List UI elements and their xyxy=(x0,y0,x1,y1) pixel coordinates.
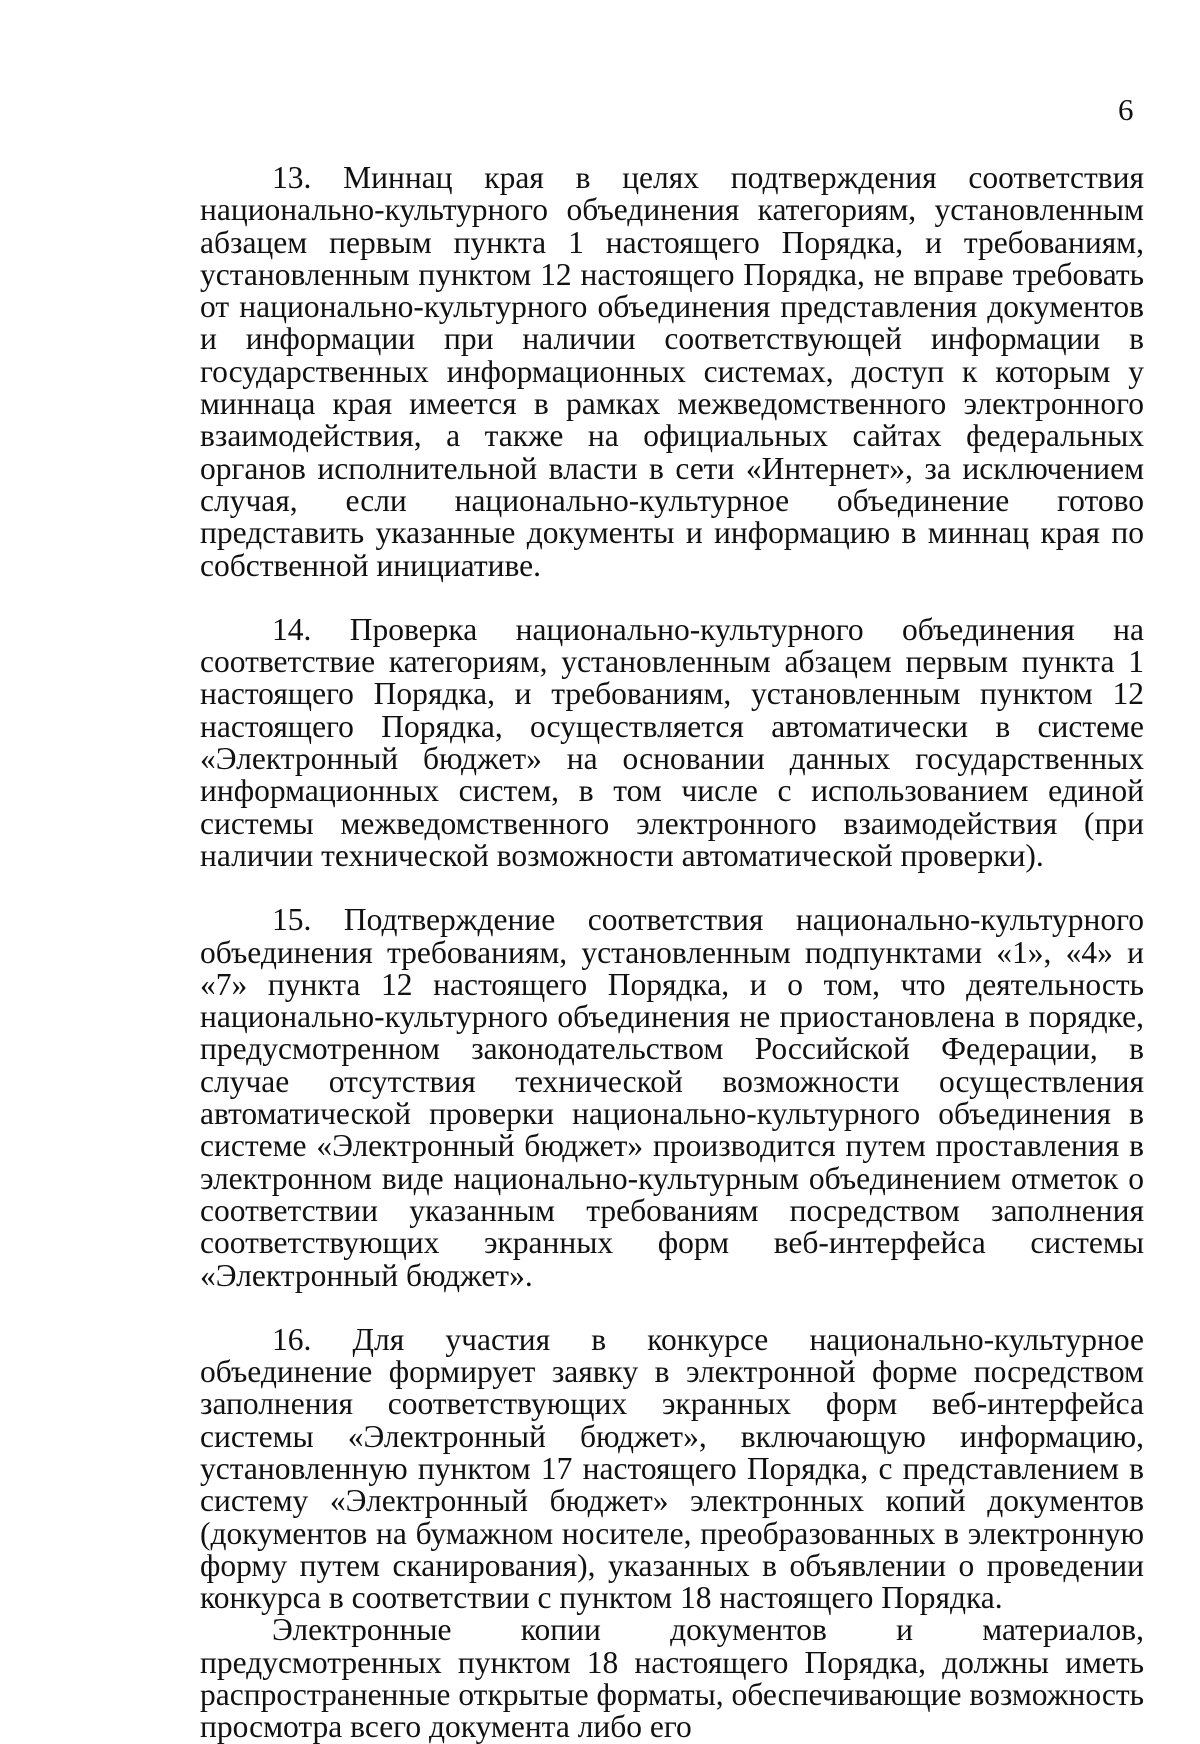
document-body xyxy=(200,162,1144,1744)
paragraph-16-continuation: Электронные копии документов и материалов, предусмотренных пунктом 18 настоящего Порядка, должны иметь распространенные открытые форматы, обеспечивающие возможность просмотра всего документа либо его xyxy=(200,1612,1144,1744)
paragraph-16: 16. Для участия в конкурсе национально-культурное объединение формирует заявку в электронной форме посредством заполнения соответствующих экранных форм веб-интерфейса системы «Электронный бюджет», включающую информацию, установленную пунктом 17 настоящего Порядка, с представлением в систему «Электронный бюджет» электронных копий документов (документов на бумажном носителе, преобразованных в электронную форму путем сканирования), указанных в объявлении о проведении конкурса в соответствии с пунктом 18 настоящего Порядка. xyxy=(200,1321,1144,1616)
page-number: 6 xyxy=(1118,92,1134,127)
paragraph-14: 14. Проверка национально-культурного объединения на соответствие категориям, установленным абзацем первым пункта 1 настоящего Порядка, и требованиям, установленным пунктом 12 настоящего Порядка, осуществляется автоматически в системе «Электронный бюджет» на основании данных государственных информационных систем, в том числе с использованием единой системы межведомственного электронного взаимодействия (при наличии технической возможности автоматической проверки). xyxy=(200,611,1144,873)
paragraph-13: 13. Миннац края в целях подтверждения соответствия национально-культурного объединения категориям, установленным абзацем первым пункта 1 настоящего Порядка, и требованиям, установленным пунктом 12 настоящего Порядка, не вправе требовать от национально-культурного объединения представления документов и информации при наличии соответствующей информации в государственных информационных системах, доступ к которым у миннаца края имеется в рамках межведомственного электронного взаимодействия, а также на официальных сайтах федеральных органов исполнительной власти в сети «Интернет», за исключением случая, если национально-культурное объединение готово представить указанные документы и информацию в миннац края по собственной инициативе. xyxy=(200,160,1144,583)
paragraph-15: 15. Подтверждение соответствия национально-культурного объединения требованиям, установленным подпунктами «1», «4» и «7» пункта 12 настоящего Порядка, и о том, что деятельность национально-культурного объединения не приостановлена в порядке, предусмотренном законодательством Российской Федерации, в случае отсутствия технической возможности осуществления автоматической проверки национально-культурного объединения в системе «Электронный бюджет» производится путем проставления в электронном виде национально-культурным объединением отметок о соответствии указанным требованиям посредством заполнения соответствующих экранных форм веб-интерфейса системы «Электронный бюджет». xyxy=(200,902,1144,1293)
